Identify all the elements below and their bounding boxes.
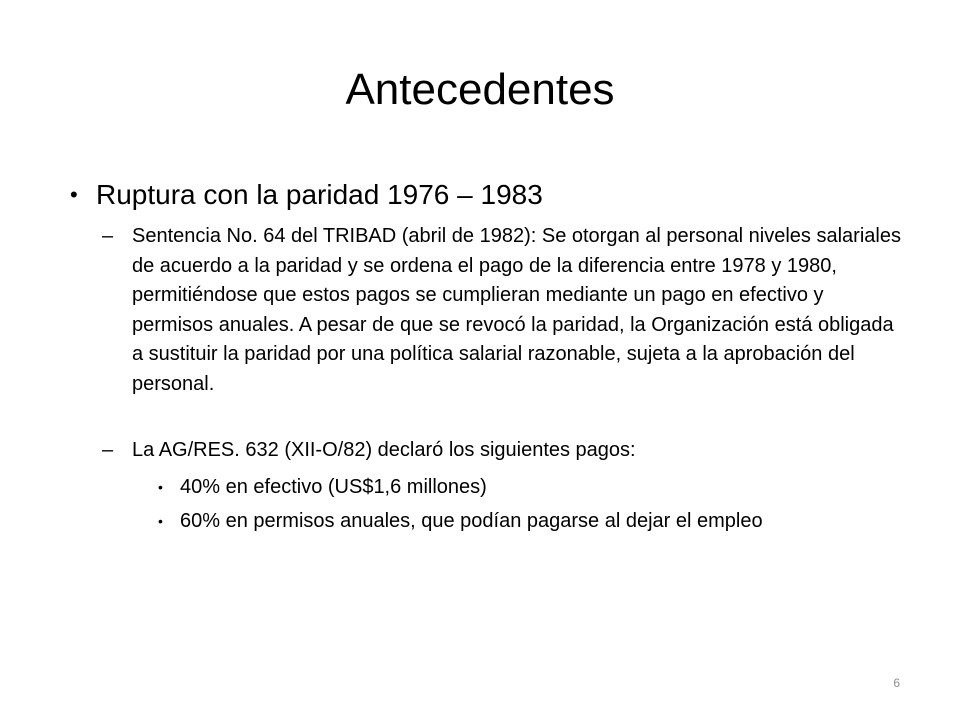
bullet-icon: • [70, 182, 78, 207]
sub-sub-item-text: 40% en efectivo (US$1,6 millones) [180, 475, 487, 498]
sub-sub-item-text: 60% en permisos anuales, que podían pagarse al dejar el empleo [180, 509, 763, 532]
page-number: 6 [893, 676, 900, 690]
bullet-icon: • [158, 478, 163, 495]
sub-sub-item-efectivo [158, 472, 910, 502]
bullet-text: Ruptura con la paridad 1976 – 1983 [96, 179, 543, 210]
bullet-icon: • [158, 512, 163, 529]
bullet-item-ruptura [70, 176, 910, 214]
dash-icon: – [102, 225, 114, 247]
sub-item-text: La AG/RES. 632 (XII-O/82) declaró los siguientes pagos: [132, 439, 636, 461]
sub-sub-item-permisos [158, 506, 910, 536]
slide-content [70, 176, 910, 536]
sub-item-resolucion [102, 436, 910, 466]
slide-title: Antecedentes [345, 65, 615, 114]
sub-item-sentencia [102, 222, 910, 399]
sub-item-text: Sentencia No. 64 del TRIBAD (abril de 1982): Se otorgan al personal niveles salariales de acuerdo a la paridad y se ordena el pago de la diferencia entre 1978 y 1980, permitiéndose que estos pagos se cumplieran mediante un pago en efectivo y permisos anuales. A pesar de que se revocó la paridad, la Organización está obligada a sustituir la paridad por una política salarial razonable, sujeta a la aprobación del personal. [132, 225, 901, 395]
dash-icon: – [102, 439, 114, 461]
